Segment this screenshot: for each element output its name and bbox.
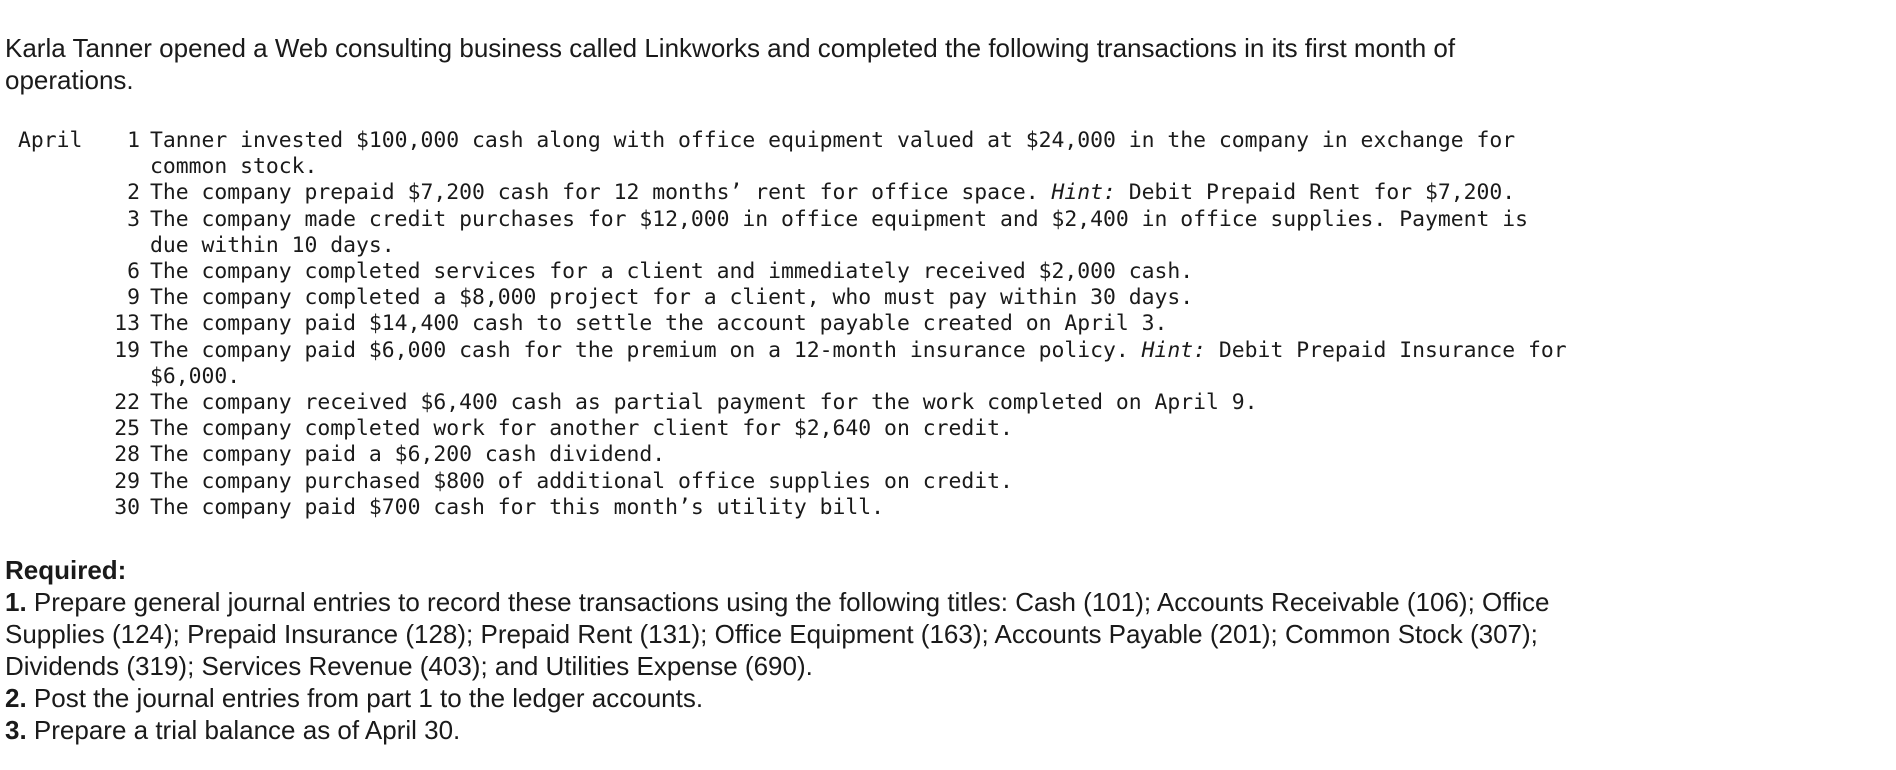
transaction-day: 25 xyxy=(114,416,140,442)
transaction-row xyxy=(18,338,1567,390)
transaction-day: 30 xyxy=(114,494,140,520)
transaction-description: The company completed work for another client for $2,640 on credit. xyxy=(150,416,1013,442)
transaction-row xyxy=(18,390,1567,416)
transaction-description: The company purchased $800 of additional office supplies on credit. xyxy=(150,468,1013,494)
required-item-number: 1. xyxy=(5,587,27,617)
transaction-day: 1 xyxy=(127,128,140,153)
transaction-row xyxy=(18,128,1567,180)
transaction-description: The company completed services for a client and immediately received $2,000 cash. xyxy=(150,259,1194,285)
description-text: Debit Prepaid Rent for $7,200. xyxy=(1115,180,1516,206)
required-item-text: Prepare general journal entries to record these transactions using the following titles: Cash (101); Accounts Receivable (106); Office Supplies (124); Prepaid Insurance (128); Prepaid Rent (131); Office Equipment (163); Accounts Payable (201); Common Stock (307); Dividends (319); Services Revenue (403); and Utilities Expense (690). xyxy=(5,587,1550,681)
transaction-row xyxy=(18,259,1567,285)
transaction-day: 28 xyxy=(114,442,140,468)
transaction-day: 19 xyxy=(114,337,140,363)
required-item xyxy=(5,586,1625,682)
description-line: $6,000. xyxy=(150,363,241,389)
transaction-row xyxy=(18,311,1567,337)
transaction-row xyxy=(18,416,1567,442)
hint-label: Hint: xyxy=(1051,180,1116,206)
description-line: Tanner invested $100,000 cash along with office equipment valued at $24,000 in the company in exchange for xyxy=(150,128,1516,153)
required-item xyxy=(5,714,1625,746)
description-text: The company paid $6,000 cash for the premium on a 12-month insurance policy. xyxy=(150,337,1142,363)
transaction-row xyxy=(18,469,1567,495)
transaction-day: 3 xyxy=(127,206,140,232)
description-line: common stock. xyxy=(150,154,318,180)
transaction-day: 13 xyxy=(114,311,140,337)
description-line: The company made credit purchases for $12,000 in office equipment and $2,400 in office supplies. Payment is xyxy=(150,206,1528,232)
transaction-day: 2 xyxy=(127,180,140,206)
transaction-description: The company completed a $8,000 project for a client, who must pay within 30 days. xyxy=(150,285,1194,311)
transaction-day: 6 xyxy=(127,259,140,285)
transaction-row xyxy=(18,285,1567,311)
transaction-description xyxy=(150,128,1567,180)
transaction-description: The company paid a $6,200 cash dividend. xyxy=(150,442,666,468)
required-item-text: Prepare a trial balance as of April 30. xyxy=(33,715,461,745)
transaction-description: The company paid $700 cash for this month’s utility bill. xyxy=(150,494,885,520)
description-line: due within 10 days. xyxy=(150,232,395,258)
required-item-number: 3. xyxy=(5,715,27,745)
transaction-row xyxy=(18,207,1567,259)
transaction-row xyxy=(18,495,1567,521)
description-text: Debit Prepaid Insurance for xyxy=(1206,337,1567,363)
transaction-day: 9 xyxy=(127,285,140,311)
intro-paragraph: Karla Tanner opened a Web consulting business called Linkworks and completed the following transactions in its first month of operations. xyxy=(5,33,1456,95)
transaction-row xyxy=(18,442,1567,468)
description-text: The company prepaid $7,200 cash for 12 months’ rent for office space. xyxy=(150,180,1052,206)
transactions-table xyxy=(18,128,1567,521)
transaction-description xyxy=(150,338,1567,390)
month-label: April xyxy=(18,128,83,153)
transaction-description: The company paid $14,400 cash to settle the account payable created on April 3. xyxy=(150,311,1168,337)
required-section xyxy=(5,554,1625,746)
transaction-description xyxy=(150,207,1567,259)
hint-label: Hint: xyxy=(1141,337,1207,363)
transaction-day: 29 xyxy=(114,468,140,494)
transaction-row xyxy=(18,180,1567,206)
transaction-description: The company received $6,400 cash as partial payment for the work completed on April 9. xyxy=(150,390,1258,416)
required-item-text: Post the journal entries from part 1 to the ledger accounts. xyxy=(33,683,704,713)
required-item-number: 2. xyxy=(5,683,27,713)
transaction-description xyxy=(150,180,1567,206)
transaction-day: 22 xyxy=(114,390,140,416)
required-item xyxy=(5,682,1625,714)
required-heading: Required: xyxy=(5,555,127,585)
